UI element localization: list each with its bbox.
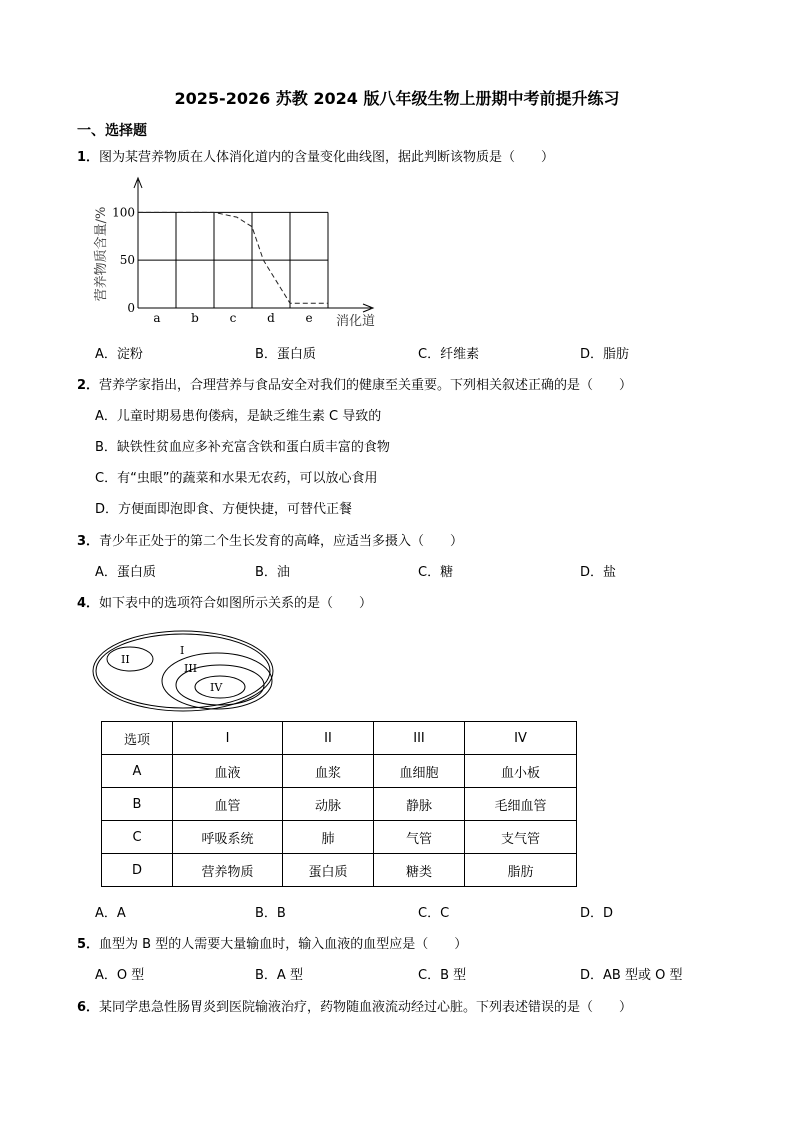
table-cell: 气管 [374, 821, 465, 854]
table-header-row [102, 722, 577, 755]
y-axis-label: 营养物质含量/% [94, 206, 109, 302]
option-b[interactable]: B．A 型 [255, 968, 303, 983]
venn-label-iv: IV [210, 681, 223, 694]
y-tick-label: 0 [127, 301, 135, 315]
q2-option-b[interactable]: B．缺铁性贫血应多补充富含铁和蛋白质丰富的食物 [95, 440, 390, 455]
table-cell: 血管 [173, 788, 283, 821]
table-header-cell: II [283, 722, 374, 755]
table-header-cell: III [374, 722, 465, 755]
table-row [102, 788, 577, 821]
question-text: 营养学家指出，合理营养与食品安全对我们的健康至关重要。下列相关叙述正确的是（ ） [99, 378, 633, 393]
nutrient-content-curve [138, 212, 328, 303]
chart-axes [134, 178, 373, 312]
q1-options [95, 343, 715, 361]
q2-option-a[interactable]: A．儿童时期易患佝偻病，是缺乏维生素 C 导致的 [95, 409, 382, 424]
question-2 [77, 374, 632, 393]
chart-grid [138, 212, 328, 308]
table-cell: 肺 [283, 821, 374, 854]
question-text: 某同学患急性肠胃炎到医院输液治疗，药物随血液流动经过心脏。下列表述错误的是（ ） [99, 1000, 633, 1015]
table-cell: 动脉 [283, 788, 374, 821]
option-d[interactable]: D．AB 型或 O 型 [580, 968, 683, 983]
table-cell: 脂肪 [465, 854, 577, 887]
option-d[interactable]: D．D [580, 906, 614, 921]
x-tick-label: d [267, 311, 275, 325]
table-row [102, 821, 577, 854]
question-4 [77, 592, 372, 611]
option-d[interactable]: D．脂肪 [580, 347, 630, 362]
table-header-cell: 选项 [102, 722, 173, 755]
x-tick-labels [153, 311, 312, 325]
y-tick-label: 50 [119, 253, 135, 268]
table-cell: 血液 [173, 755, 283, 788]
venn-label-iii: III [184, 662, 198, 675]
option-c[interactable]: C．纤维素 [418, 347, 480, 362]
table-cell: 蛋白质 [283, 854, 374, 887]
option-a[interactable]: A．A [95, 906, 126, 921]
venn-label-ii: II [121, 653, 130, 666]
question-number: 1． [77, 150, 100, 165]
venn-label-i: I [180, 644, 185, 657]
x-tick-label: c [229, 311, 237, 325]
question-number: 3． [77, 534, 100, 549]
table-cell: 支气管 [465, 821, 577, 854]
q5-options [95, 964, 715, 982]
question-text: 青少年正处于的第二个生长发育的高峰，应适当多摄入（ ） [99, 534, 464, 549]
option-a[interactable]: A．蛋白质 [95, 565, 156, 580]
question-1 [77, 146, 554, 165]
table-cell: 血小板 [465, 755, 577, 788]
question-number: 2． [77, 378, 100, 393]
x-tick-label: b [191, 311, 199, 325]
q2-option-c[interactable]: C．有“虫眼”的蔬菜和水果无农药，可以放心食用 [95, 471, 378, 486]
table-cell: 营养物质 [173, 854, 283, 887]
nutrient-curve-chart [86, 172, 396, 332]
section-heading: 一、选择题 [77, 123, 147, 139]
table-cell: 毛细血管 [465, 788, 577, 821]
table-cell: 静脉 [374, 788, 465, 821]
option-a[interactable]: A．O 型 [95, 968, 145, 983]
table-cell: 血细胞 [374, 755, 465, 788]
table-cell: 呼吸系统 [173, 821, 283, 854]
table-header-cell: IV [465, 722, 577, 755]
question-6 [77, 996, 632, 1015]
table-header-cell: I [173, 722, 283, 755]
q4-options [95, 902, 715, 920]
option-d[interactable]: D．盐 [580, 565, 617, 580]
table-row [102, 755, 577, 788]
table-cell: 糖类 [374, 854, 465, 887]
q2-option-d[interactable]: D．方便面即泡即食、方便快捷，可替代正餐 [95, 502, 353, 517]
table-cell: C [102, 821, 173, 854]
y-tick-label: 100 [112, 205, 135, 220]
question-text: 图为某营养物质在人体消化道内的含量变化曲线图，据此判断该物质是（ ） [99, 150, 555, 165]
option-b[interactable]: B．蛋白质 [255, 347, 316, 362]
table-cell: B [102, 788, 173, 821]
venn-diagram [90, 628, 282, 714]
table-cell: 血浆 [283, 755, 374, 788]
option-b[interactable]: B．油 [255, 565, 290, 580]
page-title: 2025-2026 苏教 2024 版八年级生物上册期中考前提升练习 [174, 89, 620, 108]
question-number: 4． [77, 596, 100, 611]
option-b[interactable]: B．B [255, 906, 286, 921]
question-text: 血型为 B 型的人需要大量输血时，输入血液的血型应是（ ） [99, 937, 468, 952]
option-c[interactable]: C．B 型 [418, 968, 467, 983]
question-3 [77, 530, 463, 549]
table-row [102, 854, 577, 887]
question-text: 如下表中的选项符合如图所示关系的是（ ） [99, 596, 373, 611]
question-5 [77, 933, 467, 952]
option-a[interactable]: A．淀粉 [95, 347, 143, 362]
y-tick-labels [112, 205, 135, 315]
options-table [101, 721, 577, 887]
x-tick-label: e [305, 311, 313, 325]
question-number: 5． [77, 937, 100, 952]
x-tick-label: a [153, 311, 161, 325]
question-number: 6． [77, 1000, 100, 1015]
x-axis-label: 消化道 [336, 314, 376, 329]
table-cell: D [102, 854, 173, 887]
table-cell: A [102, 755, 173, 788]
option-c[interactable]: C．糖 [418, 565, 454, 580]
option-c[interactable]: C．C [418, 906, 450, 921]
q3-options [95, 561, 715, 579]
